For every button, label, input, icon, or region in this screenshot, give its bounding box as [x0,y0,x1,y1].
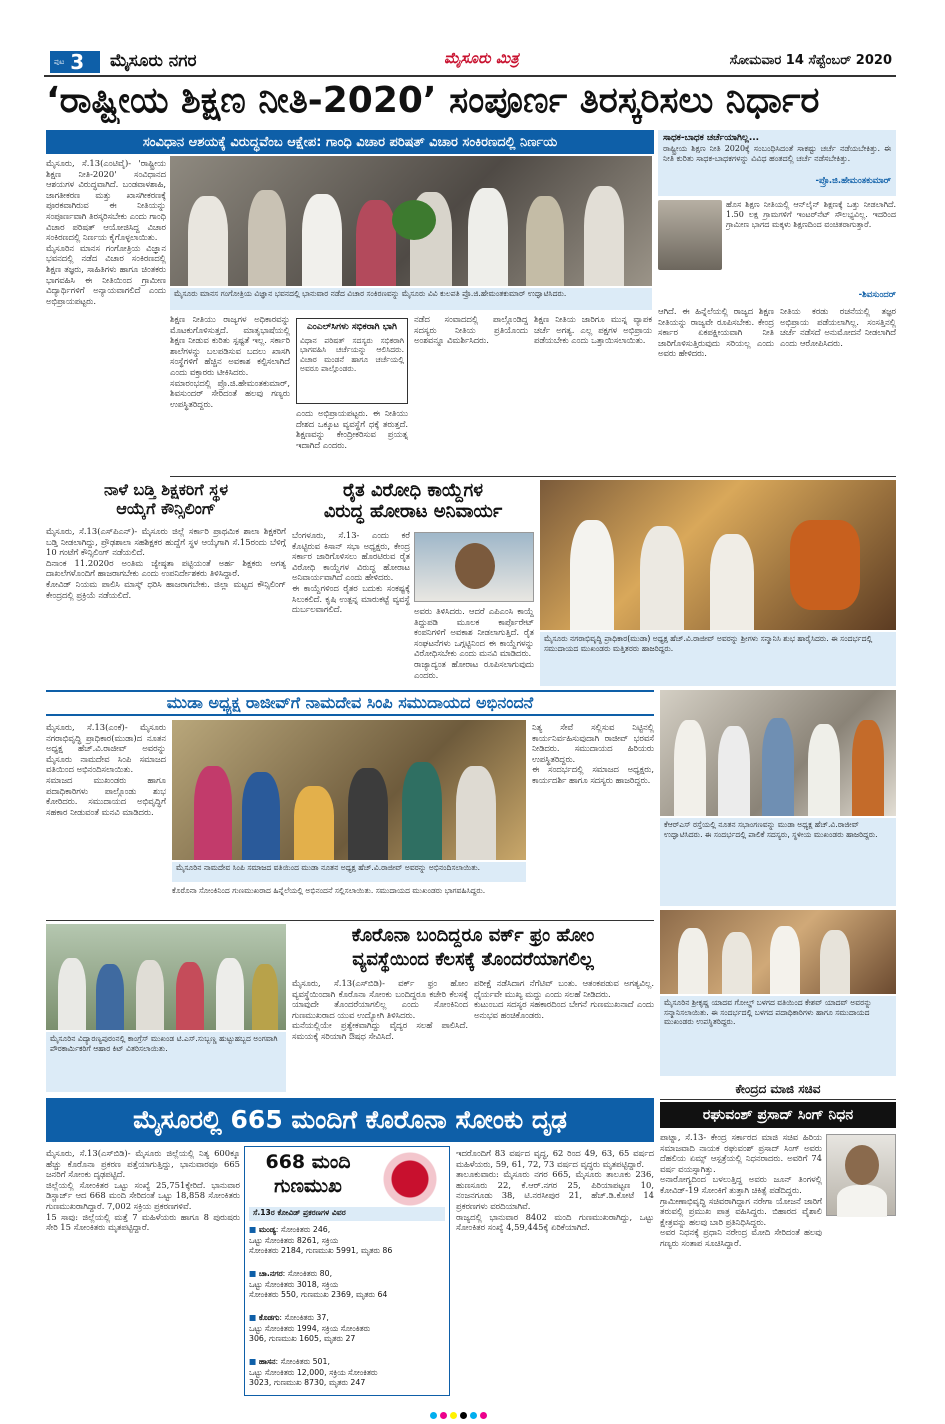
corona-col-2: ಇದರೊಂದಿಗೆ 83 ವರ್ಷದ ವೃದ್ಧ, 62 ರಿಂದ 49, 63, 65 ವರ್ಷದ ಮಹಿಳೆಯರು, 59, 61, 72, 73 ವರ್ಷದ ವೃದ್ಧರು ಮೃತಪಟ್ಟಿದ್ದಾರೆ. ತಾಲೂಕುವಾರು: ಮೈಸೂರು ನಗರ 665, ಮೈಸೂರು ತಾಲೂಕು 236, ಹುಣಸೂರು 22, ಕೆ.ಆರ್.ನಗರ 25, ಪಿರಿಯಾಪಟ್ಟಣ 10, ನಂಜನಗೂಡು 38, ಟಿ.ನರಸೀಪುರ 21, ಹೆಚ್.ಡಿ.ಕೋಟೆ 14 ಪ್ರಕರಣಗಳು ವರದಿಯಾಗಿವೆ. ರಾಜ್ಯದಲ್ಲಿ ಭಾನುವಾರ 8402 ಮಂದಿ ಗುಣಮುಖರಾಗಿದ್ದು, ಒಟ್ಟು ಸೋಂಕಿತರ ಸಂಖ್ಯೆ 4,59,445ಕ್ಕೆ ಏರಿಕೆಯಾಗಿದೆ. [456,1148,654,1233]
page-number: 3 [70,50,85,74]
teachers-headline-2: ಆಯ್ಕೆಗೆ ಕೌನ್ಸಿಲಿಂಗ್ [116,499,216,518]
quote-2-body: ಹೊಸ ಶಿಕ್ಷಣ ನೀತಿಯಲ್ಲಿ ಆನ್‌ಲೈನ್ ಶಿಕ್ಷಣಕ್ಕೆ ಒತ್ತು ನೀಡಲಾಗಿದೆ. 1.50 ಲಕ್ಷ ಗ್ರಾಮಗಳಿಗೆ ಇಂಟರ್‌ನೆಟ್ ಸೌಲಭ್ಯವಿಲ್ಲ. ಇದರಿಂದ ಗ್ರಾಮೀಣ ಭಾಗದ ಮಕ್ಕಳು ಶಿಕ್ಷಣದಿಂದ ವಂಚಿತರಾಗುತ್ತಾರೆ. [726,200,896,229]
district-line-3: ಸೋಂಕಿತರು 550, ಗುಣಮುಖ 2369, ಮೃತರು 64 [249,1290,388,1299]
divider-2 [46,920,654,921]
students-photo [46,924,286,1030]
students-caption: ಮೈಸೂರಿನ ವಿದ್ಯಾರಣ್ಯಪುರಂನಲ್ಲಿ ಕಾಂಗ್ರೆಸ್ ಮುಖಂಡ ಟಿ.ಎಸ್.ಸುಬ್ಬಣ್ಣ ಹುಟ್ಟುಹಬ್ಬದ ಅಂಗವಾಗಿ ಪೌರಕಾರ್ಮಿಕರಿಗೆ ಆಹಾರ ಕಿಟ್ ವಿತರಿಸಲಾಯಿತು. [46,1032,286,1092]
lead-col-5: ಶಿಕ್ಷಣ ನೀತಿಯ ಜಾರಿಗೂ ಮುನ್ನ ವ್ಯಾಪಕ ಚರ್ಚೆ ಅಗತ್ಯ. ಎಲ್ಲ ಪಕ್ಷಗಳ ಅಭಿಪ್ರಾಯ ಪಡೆಯಬೇಕು ಎಂದು ಒತ್ತಾಯಿಸಲಾಯಿತು. [534,314,652,346]
quote-box-1 [658,130,896,196]
print-registration-marks [430,1404,550,1414]
corona-work-col-1: ಮೈಸೂರು, ಸೆ.13(ಎಸ್‌ಬಿಡಿ)- ವರ್ಕ್ ಫ್ರಂ ಹೋಂ ವ್ಯವಸ್ಥೆಯಿಂದಾಗಿ ಕೊರೊನಾ ಸೋಂಕು ಬಂದಿದ್ದರೂ ಕಚೇರಿ ಕೆಲಸಕ್ಕೆ ಯಾವುದೇ ತೊಂದರೆಯಾಗಲಿಲ್ಲ ಎಂದು ಸೋಂಕಿನಿಂದ ಗುಣಮುಖರಾದ ಯುವ ಉದ್ಯೋಗಿ ತಿಳಿಸಿದರು. ಮನೆಯಲ್ಲಿಯೇ ಪ್ರತ್ಯೇಕವಾಗಿದ್ದು ವೈದ್ಯರ ಸಲಹೆ ಪಾಲಿಸಿದೆ. ಸಮಯಕ್ಕೆ ಸರಿಯಾಗಿ ಔಷಧ ಸೇವಿಸಿದೆ. [292,978,468,1041]
obit-headline: ರಘುವಂಶ್ ಪ್ರಸಾದ್ ಸಿಂಗ್ ನಿಧನ [660,1102,896,1128]
district-line-2: ಒಟ್ಟು ಸೋಂಕಿತರು 8261, ಸಕ್ರಿಯ [249,1235,339,1245]
teachers-body: ಮೈಸೂರು, ಸೆ.13(ಎಸ್‌ಪಿಎನ್)- ಮೈಸೂರು ಜಿಲ್ಲೆ ಸರ್ಕಾರಿ ಪ್ರಾಥಮಿಕ ಶಾಲಾ ಶಿಕ್ಷಕರಿಗೆ ಬಡ್ತಿ ನೀಡಲಾಗಿದ್ದು, ಪ್ರೌಢಶಾಲಾ ಸಹಶಿಕ್ಷಕರ ಹುದ್ದೆಗೆ ಸ್ಥಳ ಆಯ್ಕೆಗಾಗಿ ಸೆ.15ರಂದು ಬೆಳಿಗ್ಗೆ 10 ಗಂಟೆಗೆ ಕೌನ್ಸಿಲಿಂಗ್ ನಡೆಯಲಿದೆ. ದಿನಾಂಕ 11.2020ರ ಅಂತಿಮ ಜ್ಯೇಷ್ಠತಾ ಪಟ್ಟಿಯಂತೆ ಅರ್ಹ ಶಿಕ್ಷಕರು ಅಗತ್ಯ ದಾಖಲೆಗಳೊಂದಿಗೆ ಹಾಜರಾಗಬೇಕು ಎಂದು ಉಪನಿರ್ದೇಶಕರು ತಿಳಿಸಿದ್ದಾರೆ. ಕೋವಿಡ್ ನಿಯಮ ಪಾಲಿಸಿ ಮಾಸ್ಕ್ ಧರಿಸಿ ಹಾಜರಾಗಬೇಕು. ಜಿಲ್ಲಾ ಮಟ್ಟದ ಕೌನ್ಸಿಲಿಂಗ್ ಕೇಂದ್ರದಲ್ಲಿ ಪ್ರಕ್ರಿಯೆ ನಡೆಯಲಿದೆ. [46,526,286,600]
issue-date: ಸೋಮವಾರ 14 ಸೆಪ್ಟೆಂಬರ್ 2020 [729,53,892,68]
mlc-callout [296,318,408,404]
district-name: ಚಾ.ನಗರ [258,1269,283,1278]
corona-work-headline-1: ಕೊರೊನಾ ಬಂದಿದ್ದರೂ ವರ್ಕ್ ಫ್ರಂ ಹೋಂ [351,925,595,946]
quote-2-author: -ಶಿವಸುಂದರ್ [858,290,896,300]
quote-1-body: ರಾಷ್ಟ್ರೀಯ ಶಿಕ್ಷಣ ನೀತಿ 2020ಕ್ಕೆ ಸಂಬಂಧಿಸಿದಂತೆ ಸಾಕಷ್ಟು ಚರ್ಚೆ ನಡೆಯಬೇಕಿತ್ತು. ಈ ನೀತಿ ಕುರಿತು ಸಾಧಕ-ಬಾಧಕಗಳನ್ನು ವಿವಿಧ ಹಂತದಲ್ಲಿ ಚರ್ಚೆ ನಡೆಸಬೇಕಿತ್ತು. [663,144,891,163]
obit-portrait [826,1134,896,1216]
corona-stats-box [244,1146,450,1396]
muda-headline: ಮುಡಾ ಅಧ್ಯಕ್ಷ ರಾಜೀವ್‌ಗೆ ನಾಮದೇವ ಸಿಂಪಿ ಸಮುದಾಯದ ಅಭಿನಂದನೆ [46,690,654,716]
lead-strap: ಸಂವಿಧಾನ ಆಶಯಕ್ಕೆ ವಿರುದ್ಧವೆಂಬ ಆಕ್ಷೇಪ: ಗಾಂಧಿ ವಿಚಾರ ಪರಿಷತ್ ವಿಚಾರ ಸಂಕಿರಣದಲ್ಲಿ ನಿರ್ಣಯ [46,130,654,154]
muda-photo [172,720,526,860]
district-line-1: ಸೋಂಕಿತರು 501, [280,1357,330,1366]
corona-work-headline [292,924,654,974]
farm-headline [292,480,534,524]
district-line-3: 306, ಗುಣಮುಖ 1605, ಮೃತರು 27 [249,1334,356,1343]
farm-headline-2: ವಿರುದ್ಧ ಹೋರಾಟ ಅನಿವಾರ್ಯ [323,501,503,522]
district-line-3: 3023, ಗುಣಮುಖ 8730, ಮೃತರು 247 [249,1378,366,1387]
district-line-2: ಒಟ್ಟು ಸೋಂಕಿತರು 12,000, ಸಕ್ರಿಯ ಸೋಂಕಿತರು [249,1367,378,1377]
lead-photo [170,156,652,286]
ribbon-photo [660,690,896,816]
district-line-2: ಒಟ್ಟು ಸೋಂಕಿತರು 3018, ಸಕ್ರಿಯ [249,1279,339,1289]
divider-1 [170,476,896,477]
stats-title-word: ಗುಣಮುಖ [274,1175,342,1197]
temple-photo [540,480,896,630]
district-line-1: ಸೋಂಕಿತರು 37, [284,1313,329,1322]
farm-body-2: ಅವರು ತಿಳಿಸಿದರು. ಆದರೆ ಎಪಿಎಂಸಿ ಕಾಯ್ದೆ ತಿದ್ದುಪಡಿ ಮೂಲಕ ಕಾರ್ಪೊರೇಟ್ ಕಂಪನಿಗಳಿಗೆ ಅವಕಾಶ ನೀಡಲಾಗುತ್ತಿದೆ. ರೈತ ಸಂಘಟನೆಗಳು ಒಗ್ಗಟ್ಟಿನಿಂದ ಈ ಕಾಯ್ದೆಗಳನ್ನು ವಿರೋಧಿಸಬೇಕು ಎಂದು ಮನವಿ ಮಾಡಿದರು. ರಾಜ್ಯಾದ್ಯಂತ ಹೋರಾಟ ರೂಪಿಸಲಾಗುವುದು ಎಂದರು. [414,606,534,680]
district-line-2: ಒಟ್ಟು ಸೋಂಕಿತರು 1994, ಸಕ್ರಿಯ ಸೋಂಕಿತರು [249,1323,371,1333]
lead-photo-caption: ಮೈಸೂರು ಮಾನಸ ಗಂಗೋತ್ರಿಯ ವಿಜ್ಞಾನ ಭವನದಲ್ಲಿ ಭಾನುವಾರ ನಡೆದ ವಿಚಾರ ಸಂಕಿರಣವನ್ನು ಮೈಸೂರು ವಿವಿ ಕುಲಪತಿ ಪ್ರೊ.ಜಿ.ಹೇಮಂತಕುಮಾರ್ ಉದ್ಘಾಟಿಸಿದರು. [170,288,652,310]
farm-body-1: ಬೆಂಗಳೂರು, ಸೆ.13- ಎಂದು ಕರೆ ಕೊಟ್ಟಿರುವ ಕಿಸಾನ್ ಸಭಾ ಅಧ್ಯಕ್ಷರು, ಕೇಂದ್ರ ಸರ್ಕಾರ ಜಾರಿಗೊಳಿಸಲು ಹೊರಟಿರುವ ರೈತ ವಿರೋಧಿ ಕಾಯ್ದೆಗಳ ವಿರುದ್ಧ ಹೋರಾಟ ಅನಿವಾರ್ಯವಾಗಿದೆ ಎಂದು ಹೇಳಿದರು. ಈ ಕಾಯ್ದೆಗಳಿಂದ ರೈತರ ಬದುಕು ಸಂಕಷ್ಟಕ್ಕೆ ಸಿಲುಕಲಿದೆ. ಕೃಷಿ ಉತ್ಪನ್ನ ಮಾರುಕಟ್ಟೆ ವ್ಯವಸ್ಥೆ ದುರ್ಬಲವಾಗಲಿದೆ. [292,530,410,615]
corona-headline: ಮೈಸೂರಲ್ಲಿ 665 ಮಂದಿಗೆ ಕೊರೊನಾ ಸೋಂಕು ದೃಢ [46,1098,654,1142]
lead-headline-rest: ಸಂಪೂರ್ಣ ತಿರಸ್ಕರಿಸಲು ನಿರ್ಧಾರ [449,80,820,121]
masthead [44,48,896,76]
muda-col-2: ನಿತ್ಯ ಸೇವೆ ಸಲ್ಲಿಸುವ ನಿಟ್ಟಿನಲ್ಲಿ ಕಾರ್ಯನಿರ್ವಹಿಸುವುದಾಗಿ ರಾಜೀವ್ ಭರವಸೆ ನೀಡಿದರು. ಸಮುದಾಯದ ಹಿರಿಯರು ಉಪಸ್ಥಿತರಿದ್ದರು. ಈ ಸಂದರ್ಭದಲ್ಲಿ ಸಮಾಜದ ಅಧ್ಯಕ್ಷರು, ಕಾರ್ಯದರ್ಶಿ ಹಾಗೂ ಸದಸ್ಯರು ಹಾಜರಿದ್ದರು. [532,722,654,785]
obit-body: ಪಾಟ್ನಾ, ಸೆ.13- ಕೇಂದ್ರ ಸರ್ಕಾರದ ಮಾಜಿ ಸಚಿವ ಹಿರಿಯ ಸಮಾಜವಾದಿ ನಾಯಕ ರಘುವಂಶ್ ಪ್ರಸಾದ್ ಸಿಂಗ್ ಅವರು ದೆಹಲಿಯ ಏಮ್ಸ್ ಆಸ್ಪತ್ರೆಯಲ್ಲಿ ನಿಧನರಾದರು. ಅವರಿಗೆ 74 ವರ್ಷ ವಯಸ್ಸಾಗಿತ್ತು. ಅನಾರೋಗ್ಯದಿಂದ ಬಳಲುತ್ತಿದ್ದ ಅವರು ಜೂನ್ ತಿಂಗಳಲ್ಲಿ ಕೋವಿಡ್-19 ಸೋಂಕಿಗೆ ತುತ್ತಾಗಿ ಚಿಕಿತ್ಸೆ ಪಡೆದಿದ್ದರು. ಗ್ರಾಮೀಣಾಭಿವೃದ್ಧಿ ಸಚಿವರಾಗಿದ್ದಾಗ ನರೇಗಾ ಯೋಜನೆ ಜಾರಿಗೆ ತರುವಲ್ಲಿ ಪ್ರಮುಖ ಪಾತ್ರ ವಹಿಸಿದ್ದರು. ಬಿಹಾರದ ವೈಶಾಲಿ ಕ್ಷೇತ್ರವನ್ನು ಹಲವು ಬಾರಿ ಪ್ರತಿನಿಧಿಸಿದ್ದರು. ಅವರ ನಿಧನಕ್ಕೆ ಪ್ರಧಾನಿ ನರೇಂದ್ರ ಮೋದಿ ಸೇರಿದಂತೆ ಹಲವು ಗಣ್ಯರು ಸಂತಾಪ ಸೂಚಿಸಿದ್ದಾರೆ. [660,1132,822,1248]
district-chamarajanagar: ■ ಚಾ.ನಗರ: ಸೋಂಕಿತರು 80, ಒಟ್ಟು ಸೋಂಕಿತರು 3018, ಸಕ್ರಿಯ ಸೋಂಕಿತರು 550, ಗುಣಮುಖ 2369, ಮೃತರು 64 [249,1269,445,1309]
muda-caption: ಮೈಸೂರಿನ ನಾಮದೇವ ಸಿಂಪಿ ಸಮಾಜದ ವತಿಯಿಂದ ಮುಡಾ ನೂತನ ಅಧ್ಯಕ್ಷ ಹೆಚ್.ವಿ.ರಾಜೀವ್ ಅವರನ್ನು ಅಭಿನಂದಿಸಲಾಯಿತು. [172,862,526,882]
quote-1-author: -ಪ್ರೊ.ಜಿ.ಹೇಮಂತಕುಮಾರ್ [815,176,891,186]
lead-col-1: ಮೈಸೂರು, ಸೆ.13(ಎಂಟಿವೈ)- 'ರಾಷ್ಟ್ರೀಯ ಶಿಕ್ಷಣ ನೀತಿ-2020' ಸಂವಿಧಾನದ ಆಶಯಗಳ ವಿರುದ್ಧವಾಗಿದೆ. ಬಂಡವಾಳಶಾಹಿ, ಜಾಗತೀಕರಣ ಮತ್ತು ಖಾಸಗೀಕರಣಕ್ಕೆ ಪೂರಕವಾಗಿರುವ ಈ ನೀತಿಯನ್ನು ಸಂಪೂರ್ಣವಾಗಿ ತಿರಸ್ಕರಿಸಬೇಕು ಎಂದು ಗಾಂಧಿ ವಿಚಾರ ಪರಿಷತ್ ಆಯೋಜಿಸಿದ್ದ ವಿಚಾರ ಸಂಕಿರಣದಲ್ಲಿ ನಿರ್ಣಯ ಕೈಗೊಳ್ಳಲಾಯಿತು. ಮೈಸೂರಿನ ಮಾನಸ ಗಂಗೋತ್ರಿಯ ವಿಜ್ಞಾನ ಭವನದಲ್ಲಿ ನಡೆದ ವಿಚಾರ ಸಂಕಿರಣದಲ್ಲಿ ಶಿಕ್ಷಣ ತಜ್ಞರು, ಸಾಹಿತಿಗಳು ಹಾಗೂ ಚಿಂತಕರು ಭಾಗವಹಿಸಿ ಈ ನೀತಿಯಿಂದ ಗ್ರಾಮೀಣ ವಿದ್ಯಾರ್ಥಿಗಳಿಗೆ ಅನ್ಯಾಯವಾಗಲಿದೆ ಎಂದು ಅಭಿಪ್ರಾಯಪಟ್ಟರು. [46,158,166,306]
lead-headline [46,78,896,124]
farm-portrait [414,532,534,602]
muda-caption-right: ಕೊರೊನಾ ಸೋಂಕಿನಿಂದ ಗುಣಮುಖರಾದ ಹಿನ್ನೆಲೆಯಲ್ಲಿ ಅಭಿನಂದನೆ ಸಲ್ಲಿಸಲಾಯಿತು. ಸಮುದಾಯದ ಮುಖಂಡರು ಭಾಗವಹಿಸಿದ್ದರು. [172,886,486,895]
obit-tag: ಕೇಂದ್ರದ ಮಾಜಿ ಸಚಿವ [660,1080,896,1100]
lamp-photo [660,910,896,994]
district-line-3: ಸೋಂಕಿತರು 2184, ಗುಣಮುಖ 5991, ಮೃತರು 86 [249,1246,393,1255]
muda-col-1: ಮೈಸೂರು, ಸೆ.13(ಎಂಕೆ)- ಮೈಸೂರು ನಗರಾಭಿವೃದ್ಧಿ ಪ್ರಾಧಿಕಾರ(ಮುಡಾ)ದ ನೂತನ ಅಧ್ಯಕ್ಷ ಹೆಚ್.ವಿ.ರಾಜೀವ್ ಅವರನ್ನು ಮೈಸೂರು ನಾಮದೇವ ಸಿಂಪಿ ಸಮಾಜದ ವತಿಯಿಂದ ಅಭಿನಂದಿಸಲಾಯಿತು. ಸಮಾಜದ ಮುಖಂಡರು ಹಾಗೂ ಪದಾಧಿಕಾರಿಗಳು ಪಾಲ್ಗೊಂಡು ಶುಭ ಕೋರಿದರು. ಸಮುದಾಯದ ಅಭಿವೃದ್ಧಿಗೆ ಸಹಕಾರ ನೀಡುವಂತೆ ಮನವಿ ಮಾಡಿದರು. [46,722,166,817]
stats-title-num: 668 ಮಂದಿ [265,1151,351,1173]
lead-col-3: ಎಂದು ಅಭಿಪ್ರಾಯಪಟ್ಟರು. ಈ ನೀತಿಯು ದೇಶದ ಒಕ್ಕೂಟ ವ್ಯವಸ್ಥೆಗೆ ಧಕ್ಕೆ ತರುತ್ತದೆ. ಶಿಕ್ಷಣವನ್ನು ಕೇಂದ್ರೀಕರಿಸುವ ಪ್ರಯತ್ನ ಇದಾಗಿದೆ ಎಂದರು. [296,408,408,450]
farm-headline-1: ರೈತ ವಿರೋಧಿ ಕಾಯ್ದೆಗಳ [343,480,483,501]
callout-body: ವಿಧಾನ ಪರಿಷತ್ ಸದಸ್ಯರು ಸಭಿಕರಾಗಿ ಭಾಗವಹಿಸಿ ಚರ್ಚೆಯನ್ನು ಆಲಿಸಿದರು. ವಿಚಾರ ಮಂಡನೆ ಹಾಗೂ ಚರ್ಚೆಯಲ್ಲಿ ಅವರೂ ಪಾಲ್ಗೊಂಡರು. [300,336,404,374]
district-line-1: ಸೋಂಕಿತರು 80, [287,1269,333,1278]
quote-1-title: ಸಾಧಕ-ಬಾಧಕ ಚರ್ಚೆಯಾಗಿಲ್ಲ... [663,133,760,143]
district-name: ಮಂಡ್ಯ [258,1225,276,1234]
lead-col-4: ನಡೆದ ಸಂವಾದದಲ್ಲಿ ಪಾಲ್ಗೊಂಡಿದ್ದ ಸದಸ್ಯರು ನೀತಿಯ ಪ್ರತಿಯೊಂದು ಅಂಶವನ್ನೂ ವಿಮರ್ಶಿಸಿದರು. [414,314,528,346]
teachers-headline [46,480,286,520]
quote-photo-1 [658,200,722,270]
corona-work-col-2: ಪರೀಕ್ಷೆ ನಡೆಸಿದಾಗ ನೆಗೆಟಿವ್ ಬಂತು. ಆತಂಕಪಡುವ ಅಗತ್ಯವಿಲ್ಲ. ಧೈರ್ಯವೇ ಮುಖ್ಯ ಮದ್ದು ಎಂದು ಸಲಹೆ ನೀಡಿದರು. ಕುಟುಂಬದ ಸದಸ್ಯರ ಸಹಕಾರದಿಂದ ಬೇಗನೆ ಗುಣಮುಖನಾದೆ ಎಂದು ಅನುಭವ ಹಂಚಿಕೊಂಡರು. [474,978,654,1020]
page-number-box [50,51,100,73]
lead-headline-quoted: ‘ರಾಷ್ಟ್ರೀಯ ಶಿಕ್ಷಣ ನೀತಿ-2020’ [46,80,437,121]
paper-logo: ಮೈಸೂರು ಮಿತ್ರ [444,49,519,67]
page-label: ಪುಟ [54,57,65,66]
masthead-rule [44,75,896,77]
district-hassan: ■ ಹಾಸನ: ಸೋಂಕಿತರು 501, ಒಟ್ಟು ಸೋಂಕಿತರು 12,000, ಸಕ್ರಿಯ ಸೋಂಕಿತರು 3023, ಗುಣಮುಖ 8730, ಮೃತರು 247 [249,1357,445,1393]
district-name: ಕೊಡಗು [258,1313,280,1322]
stats-label: ಸೆ.13ರ ಕೋವಿಡ್ ಪ್ರಕರಣಗಳ ವಿವರ [249,1207,445,1221]
ribbon-caption: ಕೆಆರ್‌ಎಸ್ ರಸ್ತೆಯಲ್ಲಿ ನೂತನ ಸಭಾಂಗಣವನ್ನು ಮುಡಾ ಅಧ್ಯಕ್ಷ ಹೆಚ್.ವಿ.ರಾಜೀವ್ ಉದ್ಘಾಟಿಸಿದರು. ಈ ಸಂದರ್ಭದಲ್ಲಿ ಪಾಲಿಕೆ ಸದಸ್ಯರು, ಸ್ಥಳೀಯ ಮುಖಂಡರು ಹಾಜರಿದ್ದರು. [660,818,896,906]
corona-work-headline-2: ವ್ಯವಸ್ಥೆಯಿಂದ ಕೆಲಸಕ್ಕೆ ತೊಂದರೆಯಾಗಲಿಲ್ಲ [352,949,594,970]
temple-caption: ಮೈಸೂರು ನಗರಾಭಿವೃದ್ಧಿ ಪ್ರಾಧಿಕಾರ(ಮುಡಾ) ಅಧ್ಯಕ್ಷ ಹೆಚ್.ವಿ.ರಾಜೀವ್ ಅವರನ್ನು ಶ್ರೀಗಳು ಸನ್ಮಾನಿಸಿ ಶುಭ ಹಾರೈಸಿದರು. ಈ ಸಂದರ್ಭದಲ್ಲಿ ಸಮುದಾಯದ ಮುಖಂಡರು ಮತ್ತಿತರರು ಹಾಜರಿದ್ದರು. [540,632,896,686]
virus-graphic [375,1151,445,1207]
lead-col-2: ಶಿಕ್ಷಣ ನೀತಿಯು ರಾಜ್ಯಗಳ ಅಧಿಕಾರವನ್ನು ಮೊಟಕುಗೊಳಿಸುತ್ತದೆ. ಮಾತೃಭಾಷೆಯಲ್ಲಿ ಶಿಕ್ಷಣ ನೀಡುವ ಕುರಿತು ಸ್ಪಷ್ಟತೆ ಇಲ್ಲ. ಸರ್ಕಾರಿ ಶಾಲೆಗಳನ್ನು ಬಲಪಡಿಸುವ ಬದಲು ಖಾಸಗಿ ಸಂಸ್ಥೆಗಳಿಗೆ ಹೆಚ್ಚಿನ ಅವಕಾಶ ಕಲ್ಪಿಸಲಾಗಿದೆ ಎಂದು ವಕ್ತಾರರು ಟೀಕಿಸಿದರು. ಸಮಾರಂಭದಲ್ಲಿ ಪ್ರೊ.ಜಿ.ಹೇಮಂತಕುಮಾರ್, ಶಿವಸುಂದರ್ ಸೇರಿದಂತೆ ಹಲವು ಗಣ್ಯರು ಉಪಸ್ಥಿತರಿದ್ದರು. [170,314,290,409]
district-kodagu: ■ ಕೊಡಗು: ಸೋಂಕಿತರು 37, ಒಟ್ಟು ಸೋಂಕಿತರು 1994, ಸಕ್ರಿಯ ಸೋಂಕಿತರು 306, ಗುಣಮುಖ 1605, ಮೃತರು 27 [249,1313,445,1353]
sidebar-col-a: ಆಗಿದೆ. ಈ ಹಿನ್ನೆಲೆಯಲ್ಲಿ ರಾಜ್ಯದ ಶಿಕ್ಷಣ ನೀತಿಯನ್ನು ರಾಜ್ಯವೇ ರೂಪಿಸಬೇಕು. ಕೇಂದ್ರ ಸರ್ಕಾರ ಏಕಪಕ್ಷೀಯವಾಗಿ ನೀತಿ ಜಾರಿಗೊಳಿಸುತ್ತಿರುವುದು ಸರಿಯಲ್ಲ ಎಂದು ಅವರು ಹೇಳಿದರು. [658,306,774,359]
callout-title: ಎಂಎಲ್‌ಸಿಗಳು ಸಭಿಕರಾಗಿ ಭಾಗಿ [307,322,397,332]
section-name: ಮೈಸೂರು ನಗರ [110,51,197,71]
corona-col-1: ಮೈಸೂರು, ಸೆ.13(ಎಸ್‌ಬಿಡಿ)- ಮೈಸೂರು ಜಿಲ್ಲೆಯಲ್ಲಿ ನಿತ್ಯ 600ಕ್ಕೂ ಹೆಚ್ಚು ಕೊರೊನಾ ಪ್ರಕರಣ ಪತ್ತೆಯಾಗುತ್ತಿದ್ದು, ಭಾನುವಾರವೂ 665 ಜನರಿಗೆ ಸೋಂಕು ದೃಢಪಟ್ಟಿದೆ. ಜಿಲ್ಲೆಯಲ್ಲಿ ಸೋಂಕಿತರ ಒಟ್ಟು ಸಂಖ್ಯೆ 25,751ಕ್ಕೇರಿದೆ. ಭಾನುವಾರ ಡಿಸ್ಚಾರ್ಜ್ ಆದ 668 ಮಂದಿ ಸೇರಿದಂತೆ ಒಟ್ಟು 18,858 ಸೋಂಕಿತರು ಗುಣಮುಖರಾಗಿದ್ದಾರೆ. 7,002 ಸಕ್ರಿಯ ಪ್ರಕರಣಗಳಿವೆ. 15 ಸಾವು: ಜಿಲ್ಲೆಯಲ್ಲಿ ಮತ್ತೆ 7 ಮಹಿಳೆಯರು ಹಾಗೂ 8 ಪುರುಷರು ಸೇರಿ 15 ಸೋಂಕಿತರು ಮೃತಪಟ್ಟಿದ್ದಾರೆ. [46,1148,240,1233]
sidebar-col-b: ನೀತಿಯ ಕರಡು ರಚನೆಯಲ್ಲಿ ತಜ್ಞರ ಅಭಿಪ್ರಾಯ ಪಡೆಯಲಾಗಿಲ್ಲ. ಸಂಸತ್ತಿನಲ್ಲಿ ಚರ್ಚೆ ನಡೆಸದೆ ಅನುಮೋದನೆ ನೀಡಲಾಗಿದೆ ಎಂದು ಆರೋಪಿಸಿದರು. [780,306,896,348]
district-line-1: ಸೋಂಕಿತರು 246, [280,1225,331,1234]
lamp-caption: ಮೈಸೂರಿನ ಶ್ರೀಕೃಷ್ಣ ಯಾದವ ಗೋಲ್ಡ್ ಬಳಗದ ವತಿಯಿಂದ ಕೇಶವ್ ಯಾದವ್ ಅವರನ್ನು ಸನ್ಮಾನಿಸಲಾಯಿತು. ಈ ಸಂದರ್ಭದಲ್ಲಿ ಬಳಗದ ಪದಾಧಿಕಾರಿಗಳು ಹಾಗೂ ಸಮುದಾಯದ ಮುಖಂಡರು ಉಪಸ್ಥಿತರಿದ್ದರು. [660,996,896,1076]
teachers-headline-1: ನಾಳೆ ಬಡ್ತಿ ಶಿಕ್ಷಕರಿಗೆ ಸ್ಥಳ [103,480,229,499]
district-name: ಹಾಸನ [258,1357,276,1366]
district-mandya: ■ ಮಂಡ್ಯ: ಸೋಂಕಿತರು 246, ಒಟ್ಟು ಸೋಂಕಿತರು 8261, ಸಕ್ರಿಯ ಸೋಂಕಿತರು 2184, ಗುಣಮುಖ 5991, ಮೃತರು 86 [249,1225,445,1265]
